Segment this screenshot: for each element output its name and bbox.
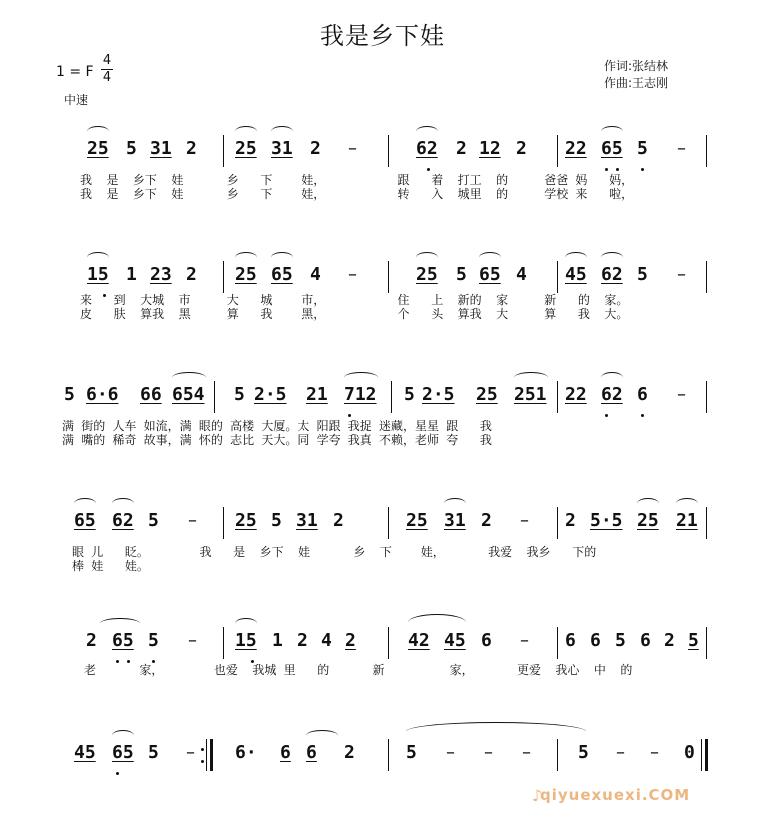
key-signature: 1 = F	[56, 64, 94, 80]
watermark-logo-icon: ♪	[532, 786, 543, 805]
bar-line	[706, 507, 707, 539]
note-group: 2·5	[254, 384, 287, 405]
bar-line	[391, 381, 392, 413]
note-group: 5·5	[590, 510, 623, 531]
note-group: 31	[296, 510, 318, 531]
note-group: 25	[235, 264, 257, 285]
note-group: 25	[406, 510, 428, 531]
dash: –	[616, 742, 625, 763]
slur	[112, 498, 134, 509]
slur	[100, 618, 140, 629]
bar-line	[706, 135, 707, 167]
slur	[514, 372, 548, 383]
note-group: 2	[664, 630, 675, 651]
slur	[601, 126, 623, 137]
note-group: 62	[416, 138, 438, 159]
dash: –	[677, 138, 686, 159]
note-group: 5	[234, 384, 245, 405]
note-group: 2	[186, 264, 197, 285]
note-group: 62	[112, 510, 134, 531]
note-group: 5	[64, 384, 75, 405]
slur	[479, 252, 501, 263]
slur	[565, 252, 587, 263]
slur	[87, 126, 109, 137]
note-group: 31	[444, 510, 466, 531]
dash: –	[484, 742, 493, 763]
repeat-bar-thin	[206, 739, 207, 771]
note-group: 15	[87, 264, 109, 285]
lyric-line-2: 我 是 乡下 娃 乡 下 娃， 转 入 城里 的 学校 来 啦，	[80, 187, 634, 201]
slur	[112, 730, 134, 741]
bar-line	[223, 507, 224, 539]
dash: –	[520, 510, 529, 531]
note-group: 2·5	[422, 384, 455, 405]
note-group: 5	[637, 138, 648, 159]
note-group: 42	[408, 630, 430, 651]
dash: –	[188, 510, 197, 531]
final-bar-thin	[701, 739, 702, 771]
note-group: 22	[565, 384, 587, 405]
score-system-3	[0, 370, 765, 480]
low-octave-dot	[641, 414, 644, 417]
slur	[271, 252, 293, 263]
bar-line	[223, 261, 224, 293]
low-octave-dot	[605, 168, 608, 171]
note-group: 62	[601, 384, 623, 405]
score-system-4	[0, 496, 765, 606]
bar-line	[557, 507, 558, 539]
note-group: 25	[235, 510, 257, 531]
slur	[344, 372, 378, 383]
lyric-line-1: 来 到 大城 市 大 城 市， 住 上 新的 家 新 的 家。	[80, 293, 629, 307]
watermark: qiyuexuexi.COM	[540, 786, 691, 804]
note-group: 5	[637, 264, 648, 285]
slur	[416, 252, 438, 263]
note-group: 65	[271, 264, 293, 285]
bar-line	[388, 135, 389, 167]
note-group: 2	[86, 630, 97, 651]
note-group: 23	[150, 264, 172, 285]
note-group: 2	[565, 510, 576, 531]
slur	[637, 498, 659, 509]
lyric-line-1: 满 街的 人车 如流，满 眼的 高楼 大厦。太 阳跟 我捉 迷藏，星星 跟 我	[62, 419, 492, 433]
note-group: 65	[74, 510, 96, 531]
slur	[416, 126, 438, 137]
note-group: 45	[74, 742, 96, 763]
note-group: 15	[235, 630, 257, 651]
note-group: 6	[590, 630, 601, 651]
note-group: 6	[640, 630, 651, 651]
note-group: 2	[297, 630, 308, 651]
note-group: 65	[112, 742, 134, 763]
dash: –	[520, 630, 529, 651]
slur	[408, 614, 466, 631]
bar-line	[388, 627, 389, 659]
time-signature-top: 4	[102, 53, 112, 68]
low-octave-dot	[116, 772, 119, 775]
slur	[87, 252, 109, 263]
note-group: 5	[126, 138, 137, 159]
dash: –	[348, 264, 357, 285]
bar-line	[706, 381, 707, 413]
bar-line	[706, 261, 707, 293]
note-group: 2	[333, 510, 344, 531]
slur	[235, 252, 257, 263]
note-group: 25	[87, 138, 109, 159]
repeat-dot	[201, 748, 204, 751]
note-group: 2	[456, 138, 467, 159]
lyricist: 作词:张结林	[604, 59, 669, 73]
slur	[676, 498, 698, 509]
note-group: 2	[344, 742, 355, 763]
bar-line	[557, 739, 558, 771]
lyric-line-2: 棒 娃 娃。	[72, 559, 149, 573]
note-group: 6	[306, 742, 317, 763]
bar-line	[557, 135, 558, 167]
note-group: 2	[345, 630, 356, 651]
bar-line	[388, 261, 389, 293]
note-group: 654	[172, 384, 205, 405]
repeat-bar-thick	[210, 739, 213, 771]
slur	[444, 498, 466, 509]
bar-line	[388, 739, 389, 771]
low-octave-dot	[616, 168, 619, 171]
score-system-1	[0, 124, 765, 234]
note-group: 6	[280, 742, 291, 763]
dash: –	[650, 742, 659, 763]
note-group: 25	[637, 510, 659, 531]
slur	[271, 126, 293, 137]
score-system-6	[0, 728, 765, 838]
low-octave-dot	[605, 414, 608, 417]
note-group: 5	[148, 510, 159, 531]
slur	[306, 730, 338, 741]
dash: –	[188, 630, 197, 651]
note-group: 2	[310, 138, 321, 159]
note-group: 4	[310, 264, 321, 285]
credits	[604, 58, 668, 92]
dash: –	[677, 264, 686, 285]
slur	[235, 618, 257, 629]
slur	[74, 498, 96, 509]
bar-line	[706, 627, 707, 659]
note-group: 31	[150, 138, 172, 159]
lyric-line-1: 我 是 乡下 娃 乡 下 娃， 跟 着 打工 的 爸爸 妈 妈，	[80, 173, 634, 187]
song-title: 我是乡下娃	[320, 22, 445, 50]
tempo-marking: 中速	[64, 93, 89, 107]
lyric-line-2: 满 嘴的 稀奇 故事，满 怀的 志比 天大。同 学夸 我真 不赖，老师 夸 我	[62, 433, 492, 447]
note-group: 45	[565, 264, 587, 285]
note-group: 2	[516, 138, 527, 159]
note-group: 5	[578, 742, 589, 763]
low-octave-dot	[427, 168, 430, 171]
note-group: 5	[615, 630, 626, 651]
note-group: 1	[272, 630, 283, 651]
bar-line	[557, 627, 558, 659]
lyric-line-1: 眼 儿 眨。 我 是 乡下 娃 乡 下 娃， 我爱 我乡 下的	[72, 545, 597, 559]
dash: –	[677, 384, 686, 405]
note-group: 22	[565, 138, 587, 159]
time-signature	[100, 54, 114, 85]
note-group: 712	[344, 384, 377, 405]
note-group: 5	[404, 384, 415, 405]
bar-line	[557, 261, 558, 293]
bar-line	[388, 507, 389, 539]
note-group: 21	[676, 510, 698, 531]
bar-line	[557, 381, 558, 413]
note-group: 31	[271, 138, 293, 159]
note-group: 25	[235, 138, 257, 159]
note-group: 12	[479, 138, 501, 159]
dash: –	[446, 742, 455, 763]
dash: –	[186, 742, 195, 763]
note-group: 6·6	[86, 384, 119, 405]
note-group: 6	[637, 384, 648, 405]
lyric-line-1: 老 家， 也爱 我城 里 的 新 家， 更爱 我心 中 的	[84, 663, 633, 677]
note-group: 5	[688, 630, 699, 651]
score-system-2	[0, 250, 765, 360]
bar-line	[214, 381, 215, 413]
note-group: 2	[481, 510, 492, 531]
final-bar-thick	[705, 739, 708, 771]
dash: –	[522, 742, 531, 763]
note-group: 65	[112, 630, 134, 651]
bar-line	[223, 627, 224, 659]
note-group: 21	[306, 384, 328, 405]
repeat-dot	[201, 760, 204, 763]
note-group: 25	[476, 384, 498, 405]
note-group: 1	[126, 264, 137, 285]
note-group: 45	[444, 630, 466, 651]
composer: 作曲:王志刚	[604, 76, 669, 90]
note-group: 25	[416, 264, 438, 285]
note-group: 6	[565, 630, 576, 651]
slur	[172, 372, 206, 383]
note-group: 5	[406, 742, 417, 763]
slur	[601, 372, 623, 383]
lyric-line-2: 皮 肤 算我 黑 算 我 黑， 个 头 算我 大 算 我 大。	[80, 307, 629, 321]
slur	[601, 252, 623, 263]
note-group: 5	[456, 264, 467, 285]
note-group: 0	[684, 742, 695, 763]
note-group: 66	[140, 384, 162, 405]
note-group: 65	[479, 264, 501, 285]
bar-line	[223, 135, 224, 167]
low-octave-dot	[348, 414, 351, 417]
low-octave-dot	[641, 168, 644, 171]
note-group: 5	[271, 510, 282, 531]
note-group: 62	[601, 264, 623, 285]
note-group: 4	[516, 264, 527, 285]
note-group: 6	[481, 630, 492, 651]
tie	[406, 722, 586, 741]
score-system-5	[0, 616, 765, 726]
note-group: 251	[514, 384, 547, 405]
note-group: 5	[148, 630, 159, 651]
dash: –	[348, 138, 357, 159]
note-group: 5	[148, 742, 159, 763]
note-group: 4	[321, 630, 332, 651]
note-group: 2	[186, 138, 197, 159]
slur	[235, 126, 257, 137]
time-signature-bottom: 4	[102, 70, 112, 85]
note-group: 6·	[235, 742, 257, 763]
note-group: 65	[601, 138, 623, 159]
